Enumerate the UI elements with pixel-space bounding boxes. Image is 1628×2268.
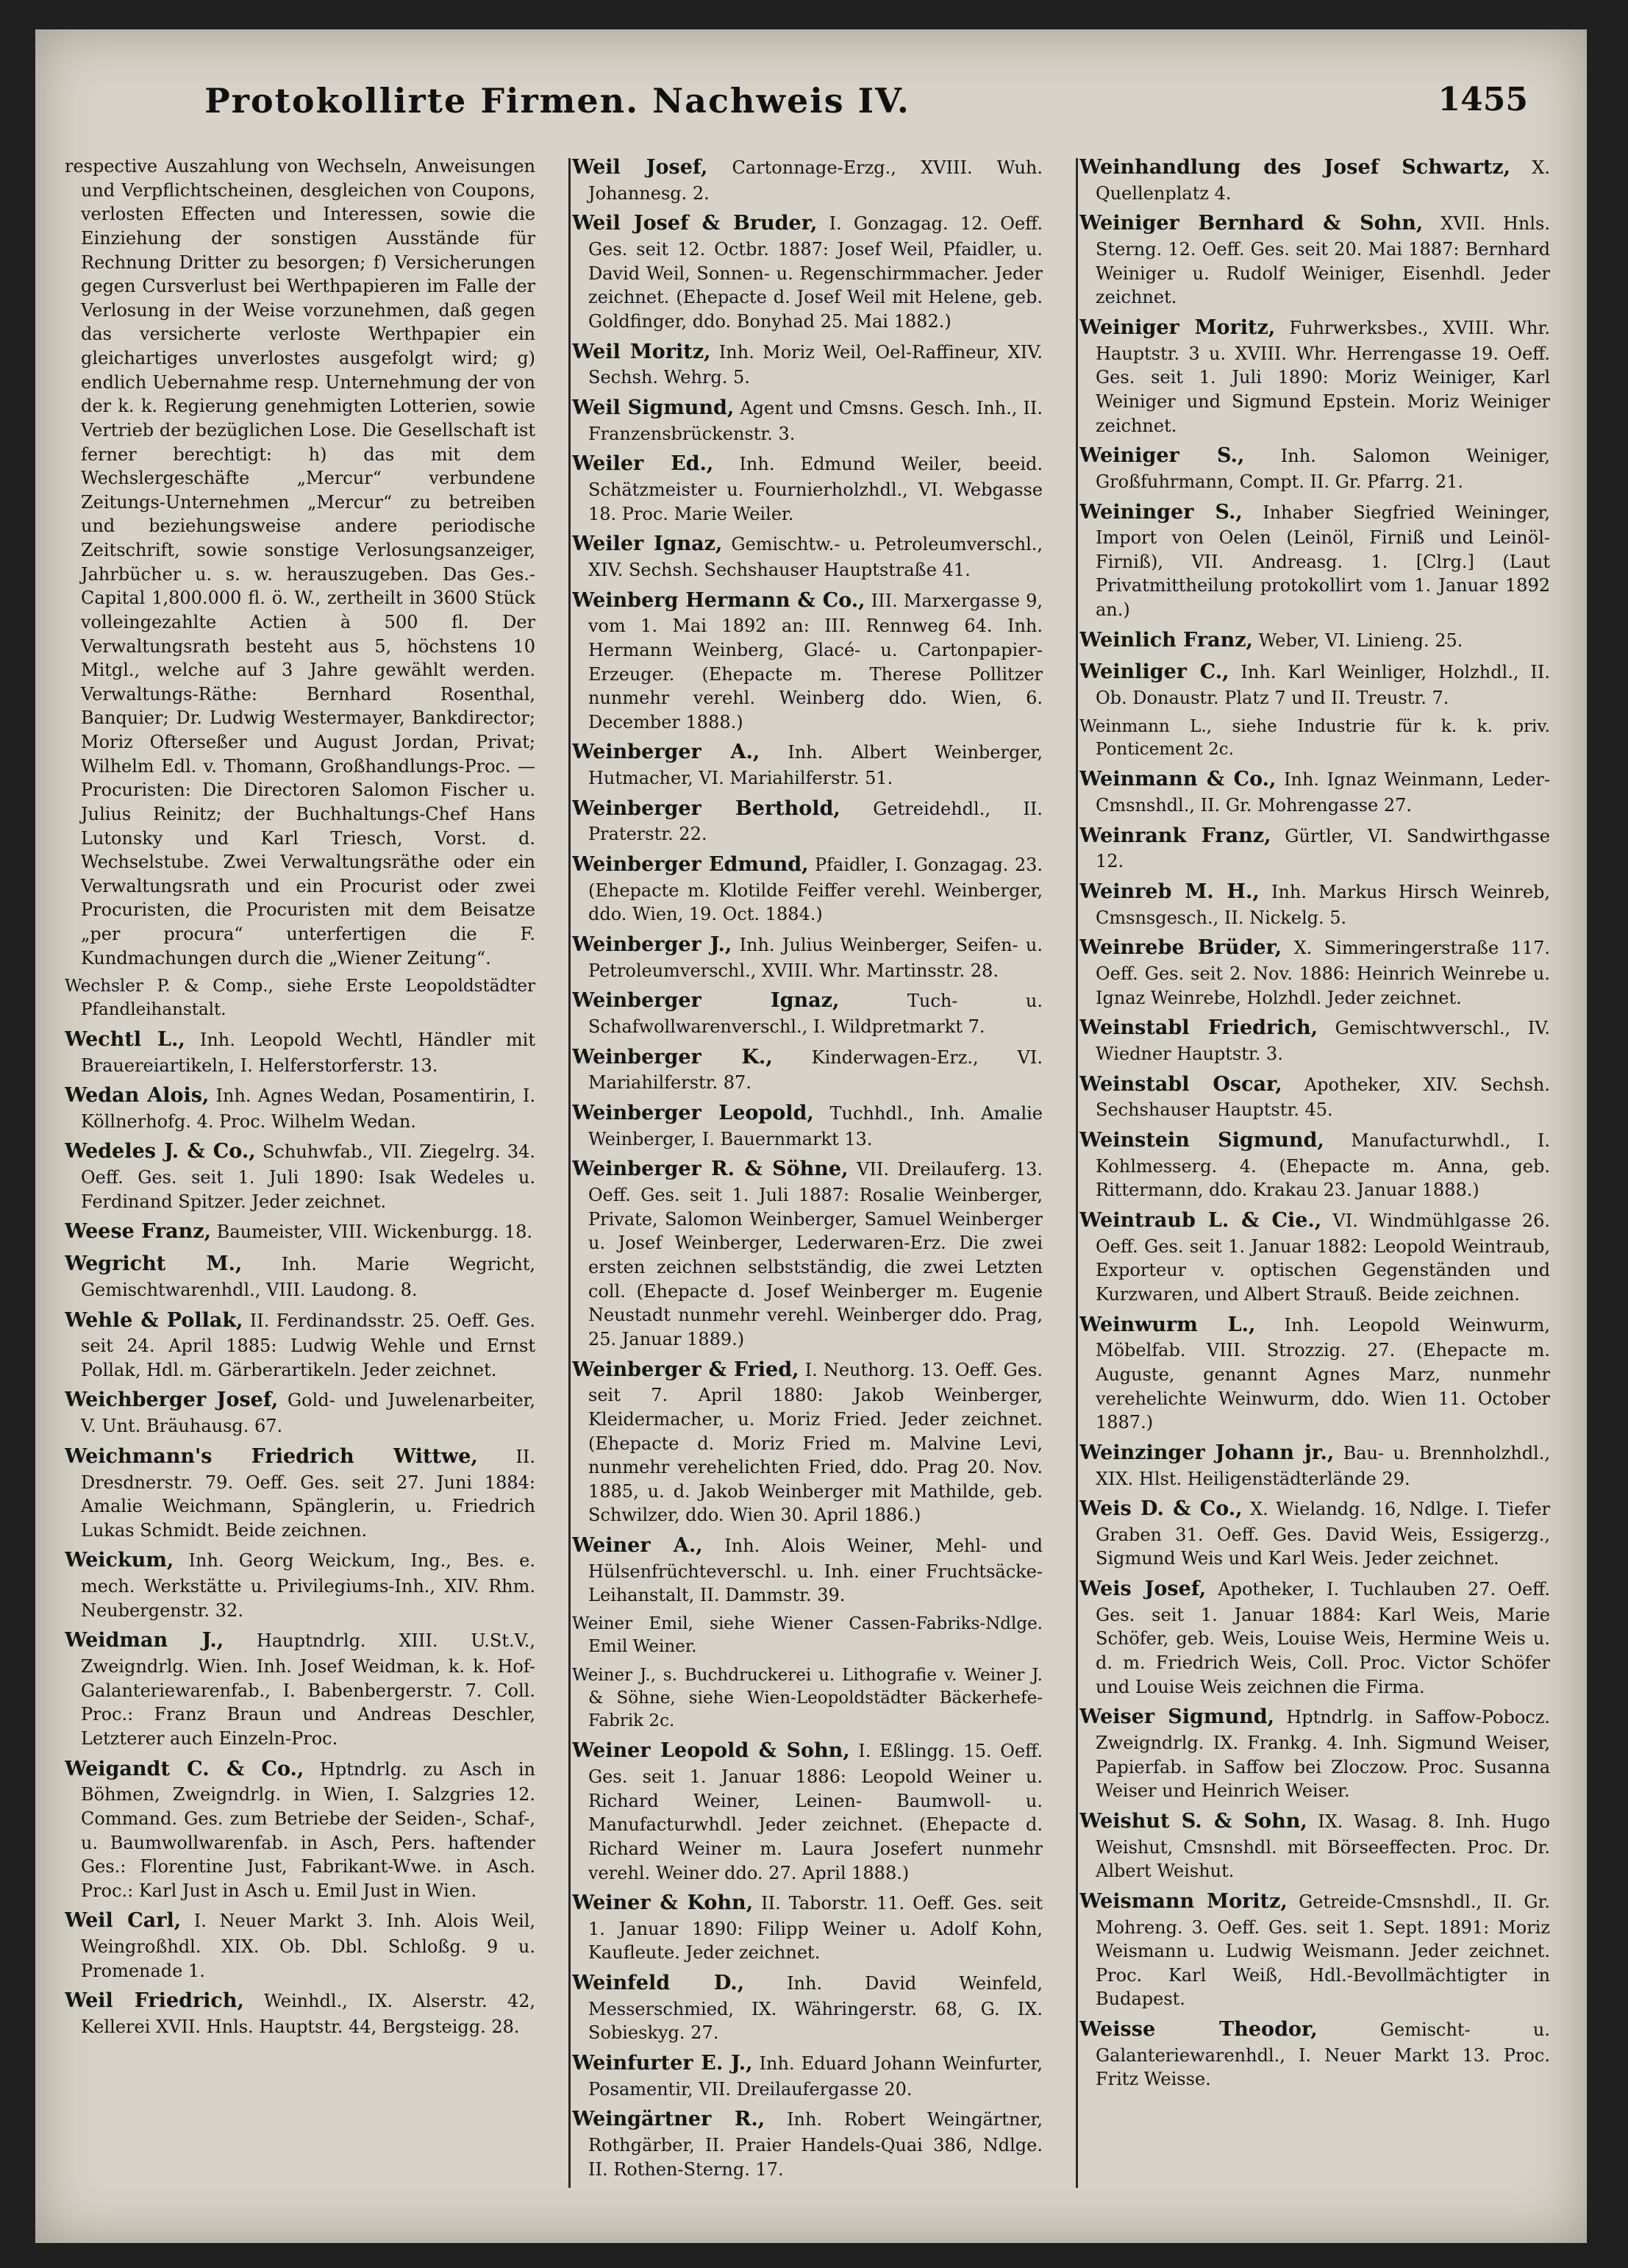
- directory-entry: [1079, 1808, 1550, 1883]
- directory-entry: [1079, 935, 1550, 1010]
- entry-text: respective Auszahlung von Wechseln, Anweisungen und Verpflichtscheinen, desgleichen von Coupons, verlosten Effecten und Interessen, sowie die Einziehung der sonstigen Ausstände für Rechnung Dritter zu besorgen; f) Versicherungen gegen Cursverlust bei Werthpapieren im Falle der Verlosung in der Weise vorzunehmen, daß gegen das versicherte verloste Werthpapier ein gleichartiges unverlostes ausgefolgt wird; g) endlich Uebernahme resp. Unternehmung der von der k. k. Regierung genehmigten Lotterien, sowie Vertrieb der bezüglichen Lose. Die Gesellschaft ist ferner berechtigt: h) das mit dem Wechslergeschäfte „Mercur“ verbundene Zeitungs-Unternehmen „Mercur“ zu betreiben und beziehungsweise andere periodische Zeitschrift, sowie sonstige Verlosungsanzeiger, Jahrbücher u. s. w. herauszugeben. Das Ges.-Capital 1,800.000 fl. ö. W., zertheilt in 3600 Stück volleingezahlte Actien à 500 fl. Der Verwaltungsrath besteht aus 5, höchstens 10 Mitgl., welche auf 3 Jahre gewählt werden. Verwaltungs-Räthe: Bernhard Rosenthal, Banquier; Dr. Ludwig Westermayer, Bankdirector; Moriz Ofterseßer und August Jordan, Privat; Wilhelm Edl. v. Thomann, Großhandlungs-Proc. — Procuristen: Die Directoren Salomon Fischer u. Julius Reinitz; der Buchhaltungs-Chef Hans Lutonsky und Karl Triesch, Vorst. d. Wechselstube. Zwei Verwaltungsräthe oder ein Verwaltungsrath und ein Procurist oder zwei Procuristen, die Procuristen mit dem Beisatze „per procura“ unterfertigen die F. Kundmachungen durch die „Wiener Zeitung“.: [65, 156, 535, 969]
- directory-entry: [1079, 499, 1550, 622]
- entry-text: Inh. Leopold Wechtl, Händler mit Brauereiartikeln, I. Helferstorferstr. 13.: [81, 1029, 535, 1076]
- entry-text: I. Neuthorg. 13. Oeff. Ges. seit 7. April 1880: Jakob Weinberger, Kleidermacher, u. Moriz Fried. Jeder zeichnet. (Ehepacte d. Moriz Fried m. Malvine Levi, nunmehr verehelichten Fried, ddo. Prag 20. Nov. 1885, u. d. Jakob Weinberger mit Mathilde, geb. Schwilzer, ddo. Wien 30. April 1886.): [588, 1359, 1043, 1526]
- directory-entry: [1079, 210, 1550, 310]
- directory-entry: [65, 1908, 535, 1983]
- entry-text: II. Dresdnerstr. 79. Oeff. Ges. seit 27. Juni 1884: Amalie Weichmann, Spänglerin, u. Friedrich Lukas Schmidt. Beide zeichnen.: [81, 1446, 535, 1541]
- directory-entry: [65, 1138, 535, 1213]
- entry-text: Gemischtwverschl., IV. Wiedner Hauptstr. 3.: [1096, 1018, 1550, 1065]
- firm-name: Weiner Leopold & Sohn,: [572, 1739, 850, 1763]
- entry-text: Apotheker, XIV. Sechsh. Sechshauser Hauptstr. 45.: [1096, 1074, 1550, 1121]
- firm-name: Weinberger J.,: [572, 933, 732, 957]
- firm-name: Weiniger Moritz,: [1079, 315, 1276, 339]
- firm-name: Weinberger A.,: [572, 741, 760, 764]
- entry-text: Wechsler P. & Comp., siehe Erste Leopoldstädter Pfandleihanstalt.: [65, 977, 535, 1019]
- directory-entry: [1079, 1496, 1550, 1571]
- firm-name: Weiler Ed.,: [572, 452, 714, 476]
- firm-name: Weinmann & Co.,: [1079, 768, 1277, 791]
- entry-text: Baumeister, VIII. Wickenburgg. 18.: [211, 1222, 533, 1243]
- firm-name: Weingärtner R.,: [572, 2108, 765, 2131]
- firm-name: Weinberger & Fried,: [572, 1358, 799, 1381]
- firm-name: Weinberg Hermann & Co.,: [572, 588, 865, 612]
- firm-name: Wedan Alois,: [65, 1084, 210, 1108]
- entry-text: I. Neuer Markt 3. Inh. Alois Weil, Weingroßhdl. XIX. Ob. Dbl. Schloßg. 9 u. Promenade 1.: [81, 1911, 535, 1981]
- directory-entry: [1079, 1576, 1550, 1699]
- directory-entry: [65, 1387, 535, 1438]
- firm-name: Weil Moritz,: [572, 340, 711, 363]
- directory-entry: [1079, 823, 1550, 874]
- entry-text: Inh. Agnes Wedan, Posamentirin, I. Köllnerhofg. 4. Proc. Wilhelm Wedan.: [81, 1085, 535, 1132]
- directory-entry: [572, 395, 1043, 446]
- directory-entry: [572, 210, 1043, 333]
- entry-text: X. Quellenplatz 4.: [1096, 157, 1550, 204]
- firm-name: Weinstabl Friedrich,: [1079, 1016, 1318, 1040]
- directory-entry: [572, 2106, 1043, 2181]
- entry-text: I. Eßlingg. 15. Oeff. Ges. seit 1. Januar 1886: Leopold Weiner u. Richard Weiner, Leinen- Baumwoll- u. Manufacturwhdl. Jeder zeichnet. (Ehepacte d. Richard Weiner m. Laura Josefert nunmehr verehl. Weiner ddo. 27. April 1888.): [588, 1741, 1043, 1883]
- firm-name: Weil Sigmund,: [572, 396, 735, 419]
- firm-name: Weil Friedrich,: [65, 1989, 244, 2013]
- firm-name: Weinberger R. & Söhne,: [572, 1158, 849, 1181]
- column-3: [1079, 154, 1550, 2214]
- directory-entry: [1079, 716, 1550, 762]
- directory-entry: [65, 1219, 535, 1246]
- firm-name: Wedeles J. & Co.,: [65, 1140, 256, 1163]
- directory-entry: [572, 1970, 1043, 2045]
- column-2: [572, 154, 1043, 2214]
- directory-entry: [1079, 315, 1550, 438]
- firm-name: Weidman J.,: [65, 1629, 224, 1652]
- entry-text: Inh. Julius Weinberger, Seifen- u. Petroleumverschl., XVIII. Whr. Martinsstr. 28.: [588, 935, 1043, 981]
- firm-name: Weinlich Franz,: [1079, 628, 1253, 652]
- entry-text: Tuch- u. Schafwollwarenverschl., I. Wildpretmarkt 7.: [588, 991, 1043, 1038]
- firm-name: Weiler Ignaz,: [572, 532, 723, 556]
- firm-name: Weickum,: [65, 1549, 174, 1572]
- entry-text: Inh. Karl Weinliger, Holzhdl., II. Ob. Donaustr. Platz 7 und II. Treustr. 7.: [1096, 662, 1550, 709]
- directory-entry: [572, 1156, 1043, 1351]
- entry-text: I. Gonzagag. 12. Oeff. Ges. seit 12. Octbr. 1887: Josef Weil, Pfaidler, u. David Weil, Sonnen- u. Regenschirmmacher. Jeder zeichnet. (Ehepacte d. Josef Weil mit Helene, geb. Goldfinger, ddo. Bonyhad 25. Mai 1882.): [588, 213, 1043, 332]
- directory-entry: [1079, 1015, 1550, 1066]
- firm-name: Weininger S.,: [1079, 500, 1243, 524]
- directory-entry: [1079, 659, 1550, 710]
- directory-entry: [1079, 1127, 1550, 1202]
- entry-text: Weber, VI. Linieng. 25.: [1252, 630, 1463, 651]
- firm-name: Weigandt C. & Co.,: [65, 1757, 304, 1780]
- firm-name: Weis Josef,: [1079, 1577, 1207, 1601]
- firm-name: Weiner & Kohn,: [572, 1891, 754, 1915]
- directory-entry: [572, 154, 1043, 205]
- firm-name: Weil Josef,: [572, 156, 708, 179]
- directory-page: [35, 29, 1587, 2243]
- entry-text: Weiner Emil, siehe Wiener Cassen-Fabriks-Ndlge. Emil Weiner.: [572, 1613, 1043, 1657]
- directory-entry: [65, 1308, 535, 1383]
- directory-entry: [1079, 1071, 1550, 1122]
- entry-text: Inh. Georg Weickum, Ing., Bes. e. mech. Werkstätte u. Privilegiums-Inh., XIV. Rhm. Neubergenstr. 32.: [81, 1550, 535, 1621]
- firm-name: Weinfurter E. J.,: [572, 2052, 753, 2075]
- entry-text: Inh. Ignaz Weinmann, Leder-Cmsnshdl., II. Gr. Mohrengasse 27.: [1096, 769, 1550, 816]
- entry-text: Getreidehdl., II. Praterstr. 22.: [588, 798, 1043, 845]
- directory-entry: [572, 1533, 1043, 1608]
- directory-entry: [572, 451, 1043, 526]
- firm-name: Weinhandlung des Josef Schwartz,: [1079, 156, 1511, 179]
- firm-name: Weese Franz,: [65, 1220, 212, 1244]
- firm-name: Weinstabl Oscar,: [1079, 1072, 1282, 1096]
- entry-text: X. Simmeringerstraße 117. Oeff. Ges. seit 2. Nov. 1886: Heinrich Weinrebe u. Ignaz Weinrebe, Holzhdl. Jeder zeichnet.: [1096, 938, 1550, 1008]
- firm-name: Weil Carl,: [65, 1909, 182, 1933]
- directory-entry: [572, 852, 1043, 927]
- firm-name: Weishut S. & Sohn,: [1079, 1809, 1307, 1833]
- directory-entry: [572, 1738, 1043, 1885]
- directory-entry: [1079, 1704, 1550, 1803]
- entry-text: Gemischt- u. Galanteriewarenhdl., I. Neuer Markt 13. Proc. Fritz Weisse.: [1096, 2019, 1550, 2090]
- entry-text: Getreide-Cmsnshdl., II. Gr. Mohreng. 3. Oeff. Ges. seit 1. Sept. 1891: Moriz Weismann u. Ludwig Weismann. Jeder zeichnet. Proc. Karl Weiß, Hdl.-Bevollmächtigter in Budapest.: [1096, 1891, 1550, 2010]
- entry-text: Gemischtw.- u. Petroleumverschl., XIV. Sechsh. Sechshauser Hauptstraße 41.: [588, 534, 1043, 580]
- entry-text: Inh. Marie Wegricht, Gemischtwarenhdl., VIII. Laudong. 8.: [81, 1254, 535, 1300]
- directory-entry: [1079, 627, 1550, 655]
- entry-text: VI. Windmühlgasse 26. Oeff. Ges. seit 1. Januar 1882: Leopold Weintraub, Exporteur v. optischen Gegenständen und Kurzwaren, und Albert Strauß. Beide zeichnen.: [1096, 1210, 1550, 1305]
- directory-entry: [1079, 766, 1550, 817]
- directory-entry: [572, 588, 1043, 735]
- entry-text: Inhaber Siegfried Weininger, Import von Oelen (Leinöl, Firniß und Leinöl-Firniß), VII. Andreasg. 1. [Clrg.] (Laut Privatmittheilung protokollirt vom 1. Januar 1892 an.): [1096, 502, 1550, 621]
- page-number: 1455: [1438, 81, 1528, 118]
- firm-name: Weinzinger Johann jr.,: [1079, 1441, 1335, 1464]
- entry-text: Weinhdl., IX. Alserstr. 42, Kellerei XVII. Hnls. Hauptstr. 44, Bergsteigg. 28.: [81, 1991, 535, 2038]
- directory-entry: [572, 2050, 1043, 2101]
- firm-name: Weinrebe Brüder,: [1079, 936, 1282, 960]
- directory-entry: [1079, 1889, 1550, 2011]
- firm-name: Weiner A.,: [572, 1534, 703, 1557]
- entry-text: Pfaidler, I. Gonzagag. 23. (Ehepacte m. Klotilde Feiffer verehl. Weinberger, ddo. Wien, 19. Oct. 1884.): [588, 855, 1043, 925]
- running-title: Protokollirte Firmen. Nachweis IV.: [204, 81, 910, 121]
- entry-text: Gold- und Juwelenarbeiter, V. Unt. Bräuhausg. 67.: [81, 1390, 535, 1437]
- entry-text: Inh. Markus Hirsch Weinreb, Cmsnsgesch., II. Nickelg. 5.: [1096, 882, 1550, 928]
- entry-text: Kinderwagen-Erz., VI. Mariahilferstr. 87.: [588, 1046, 1043, 1094]
- entry-text: Weiner J., s. Buchdruckerei u. Lithografie v. Weiner J. & Söhne, siehe Wien-Leopoldstädter Bäckerhefe-Fabrik 2c.: [572, 1665, 1043, 1731]
- entry-text: Inh. Edmund Weiler, beeid. Schätzmeister u. Fournierholzhdl., VI. Webgasse 18. Proc. Marie Weiler.: [588, 454, 1043, 524]
- directory-entry: [572, 932, 1043, 983]
- entry-text: Schuhwfab., VII. Ziegelrg. 34. Oeff. Ges. seit 1. Juli 1890: Isak Wedeles u. Ferdinand Spitzer. Jeder zeichnet.: [81, 1141, 535, 1212]
- firm-name: Weinfeld D.,: [572, 1972, 745, 1995]
- directory-entry: [65, 1083, 535, 1133]
- entry-text: Manufacturwhdl., I. Kohlmesserg. 4. (Ehepacte m. Anna, geb. Rittermann, ddo. Krakau 23. Januar 1888.): [1096, 1130, 1550, 1201]
- entry-text: Hptndrlg. zu Asch in Böhmen, Zweigndrlg. in Wien, I. Salzgries 12. Command. Ges. zum Betriebe der Seiden-, Schaf-, u. Baumwollwarenfab. in Asch, Pers. haftender Ges.: Florentine Just, Fabrikant-Wwe. in Asch. Proc.: Karl Just in Asch u. Emil Just in Wien.: [81, 1758, 535, 1901]
- directory-entry: [1079, 1440, 1550, 1491]
- firm-name: Weinberger Berthold,: [572, 796, 840, 820]
- firm-name: Weichberger Josef,: [65, 1388, 279, 1412]
- firm-name: Weinberger Edmund,: [572, 853, 809, 877]
- directory-entry: [572, 1890, 1043, 1965]
- directory-entry: [572, 796, 1043, 846]
- directory-entry: [572, 1664, 1043, 1733]
- entry-text: Inh. Robert Weingärtner, Rothgärber, II. Praier Handels-Quai 386, Ndlge. II. Rothen-Sterng. 17.: [588, 2109, 1043, 2180]
- firm-name: Weinberger Leopold,: [572, 1102, 814, 1125]
- firm-name: Weinberger K.,: [572, 1045, 773, 1069]
- entry-text: Tuchhdl., Inh. Amalie Weinberger, I. Bauernmarkt 13.: [588, 1103, 1043, 1149]
- firm-name: Weinwurm L.,: [1079, 1313, 1256, 1336]
- entry-text: VII. Dreilauferg. 13. Oeff. Ges. seit 1. Juli 1887: Rosalie Weinberger, Private, Salomon Weinberger, Samuel Weinberger u. Josef Weinberger, Lederwaren-Erz. Die zwei ersten zeichnen selbstständig, die zwei Letzten coll. (Ehepacte d. Josef Weinberger m. Eugenie Neustadt nunmehr verehl. Weinberger ddo. Prag, 25. Januar 1889.): [588, 1159, 1043, 1349]
- firm-name: Wechtl L.,: [65, 1027, 185, 1051]
- entry-text: Bau- u. Brennholzhdl., XIX. Hlst. Heiligenstädterlände 29.: [1096, 1442, 1550, 1489]
- entry-text: XVII. Hnls. Sterng. 12. Oeff. Ges. seit 20. Mai 1887: Bernhard Weiniger u. Rudolf Weiniger, Eisenhdl. Jeder zeichnet.: [1096, 213, 1550, 308]
- firm-name: Wegricht M.,: [65, 1252, 243, 1276]
- entry-text: Fuhrwerksbes., XVIII. Whr. Hauptstr. 3 u. XVIII. Whr. Herrengasse 19. Oeff. Ges. seit 1. Juli 1890: Moriz Weiniger, Karl Weiniger und Sigmund Epstein. Moriz Weiniger zeichnet.: [1096, 317, 1550, 436]
- column-1: [65, 154, 535, 2214]
- directory-entry: [1079, 2016, 1550, 2092]
- directory-entry: [1079, 1208, 1550, 1307]
- entry-text: X. Wielandg. 16, Ndlge. I. Tiefer Graben 31. Oeff. Ges. David Weis, Essigerzg., Sigmund Weis und Karl Weis. Jeder zeichnet.: [1096, 1499, 1550, 1569]
- entry-text: Inh. Salomon Weiniger, Großfuhrmann, Compt. II. Gr. Pfarrg. 21.: [1096, 446, 1550, 492]
- firm-name: Weil Josef & Bruder,: [572, 212, 818, 235]
- directory-entry: [65, 1547, 535, 1622]
- directory-entry: [65, 1251, 535, 1302]
- firm-name: Weis D. & Co.,: [1079, 1497, 1243, 1521]
- entry-text: Inh. David Weinfeld, Messerschmied, IX. Währingerstr. 68, G. IX. Sobieskyg. 27.: [588, 1973, 1043, 2044]
- entry-text: Inh. Leopold Weinwurm, Möbelfab. VIII. Strozzig. 27. (Ehepacte m. Auguste, genannt Agnes Marz, nunmehr verehelichte Weinwurm, ddo. Wien 11. October 1887.): [1096, 1314, 1550, 1433]
- firm-name: Weiniger Bernhard & Sohn,: [1079, 212, 1424, 235]
- directory-entry: [572, 1613, 1043, 1659]
- entry-text: II. Ferdinandsstr. 25. Oeff. Ges. seit 24. April 1885: Ludwig Wehle und Ernst Pollak, Hdl. m. Gärberartikeln. Jeder zeichnet.: [81, 1310, 535, 1380]
- directory-entry: [572, 339, 1043, 390]
- firm-name: Weinstein Sigmund,: [1079, 1129, 1324, 1152]
- firm-name: Weiser Sigmund,: [1079, 1705, 1274, 1729]
- directory-entry: [1079, 1312, 1550, 1435]
- entry-text: Inh. Alois Weiner, Mehl- und Hülsenfrüchteverschl. u. Inh. einer Fruchtsäcke-Leihanstalt, II. Dammstr. 39.: [588, 1536, 1043, 1606]
- entry-text: Inh. Albert Weinberger, Hutmacher, VI. Mariahilferstr. 51.: [588, 742, 1043, 789]
- directory-entry: [65, 154, 535, 970]
- firm-name: Weinberger Ignaz,: [572, 989, 840, 1013]
- entry-text: Inh. Eduard Johann Weinfurter, Posamentir, VII. Dreilaufergasse 20.: [588, 2053, 1043, 2100]
- page-header: [35, 81, 1587, 132]
- firm-name: Weinrank Franz,: [1079, 824, 1271, 847]
- entry-text: Hauptndrlg. XIII. U.St.V., Zweigndrlg. Wien. Inh. Josef Weidman, k. k. Hof-Galanteriewarenfab., I. Babenbergerstr. 7. Coll. Proc.: Franz Braun und Andreas Deschler, Letzterer auch Einzeln-Proc.: [81, 1630, 535, 1749]
- directory-entry: [65, 1027, 535, 1077]
- columns: [65, 154, 1565, 2214]
- firm-name: Weisse Theodor,: [1079, 2018, 1318, 2041]
- entry-text: II. Taborstr. 11. Oeff. Ges. seit 1. Januar 1890: Filipp Weiner u. Adolf Kohn, Kaufleute. Jeder zeichnet.: [588, 1893, 1043, 1964]
- firm-name: Wehle & Pollak,: [65, 1308, 243, 1332]
- directory-entry: [1079, 443, 1550, 493]
- entry-text: Weinmann L., siehe Industrie für k. k. priv. Ponticement 2c.: [1079, 716, 1550, 760]
- firm-name: Weiniger S.,: [1079, 444, 1245, 468]
- directory-entry: [65, 1756, 535, 1903]
- entry-text: Gürtler, VI. Sandwirthgasse 12.: [1096, 825, 1550, 872]
- firm-name: Weinreb M. H.,: [1079, 880, 1260, 903]
- directory-entry: [1079, 154, 1550, 205]
- directory-entry: [572, 1100, 1043, 1151]
- directory-entry: [572, 1357, 1043, 1527]
- directory-entry: [572, 531, 1043, 582]
- directory-entry: [572, 1044, 1043, 1095]
- directory-entry: [65, 1627, 535, 1750]
- entry-text: IX. Wasag. 8. Inh. Hugo Weishut, Cmsnshdl. mit Börseeffecten. Proc. Dr. Albert Weishut.: [1096, 1811, 1550, 1882]
- entry-text: III. Marxergasse 9, vom 1. Mai 1892 an: III. Rennweg 64. Inh. Hermann Weinberg, Glacé- u. Cartonpapier-Erzeuger. (Ehepacte m. Therese Pollitzer nunmehr verehl. Weinberg ddo. Wien, 6. December 1888.): [588, 590, 1043, 732]
- firm-name: Weismann Moritz,: [1079, 1889, 1288, 1913]
- directory-entry: [1079, 879, 1550, 930]
- firm-name: Weichmann's Friedrich Wittwe,: [65, 1444, 478, 1468]
- directory-entry: [572, 739, 1043, 790]
- directory-entry: [572, 988, 1043, 1038]
- directory-entry: [65, 975, 535, 1021]
- entry-text: Apotheker, I. Tuchlauben 27. Oeff. Ges. seit 1. Januar 1884: Karl Weis, Marie Schöfer, geb. Weis, Louise Weis, Hermine Weis u. d. m. Friedrich Weis, Coll. Proc. Victor Schöfer und Louise Weis zeichnen die Firma.: [1096, 1579, 1550, 1697]
- entry-text: Hptndrlg. in Saffow-Pobocz. Zweigndrlg. IX. Frankg. 4. Inh. Sigmund Weiser, Papierfab. in Saffow bei Zloczow. Proc. Susanna Weiser und Heinrich Weiser.: [1096, 1707, 1550, 1802]
- entry-text: Inh. Moriz Weil, Oel-Raffineur, XIV. Sechsh. Wehrg. 5.: [588, 341, 1043, 388]
- directory-entry: [65, 1988, 535, 2039]
- firm-name: Weinliger C.,: [1079, 660, 1229, 684]
- firm-name: Weintraub L. & Cie.,: [1079, 1208, 1322, 1232]
- directory-entry: [65, 1444, 535, 1543]
- entry-text: Agent und Cmsns. Gesch. Inh., II. Franzensbrückenstr. 3.: [588, 397, 1043, 444]
- entry-text: Cartonnage-Erzg., XVIII. Wuh. Johannesg. 2.: [588, 157, 1043, 204]
